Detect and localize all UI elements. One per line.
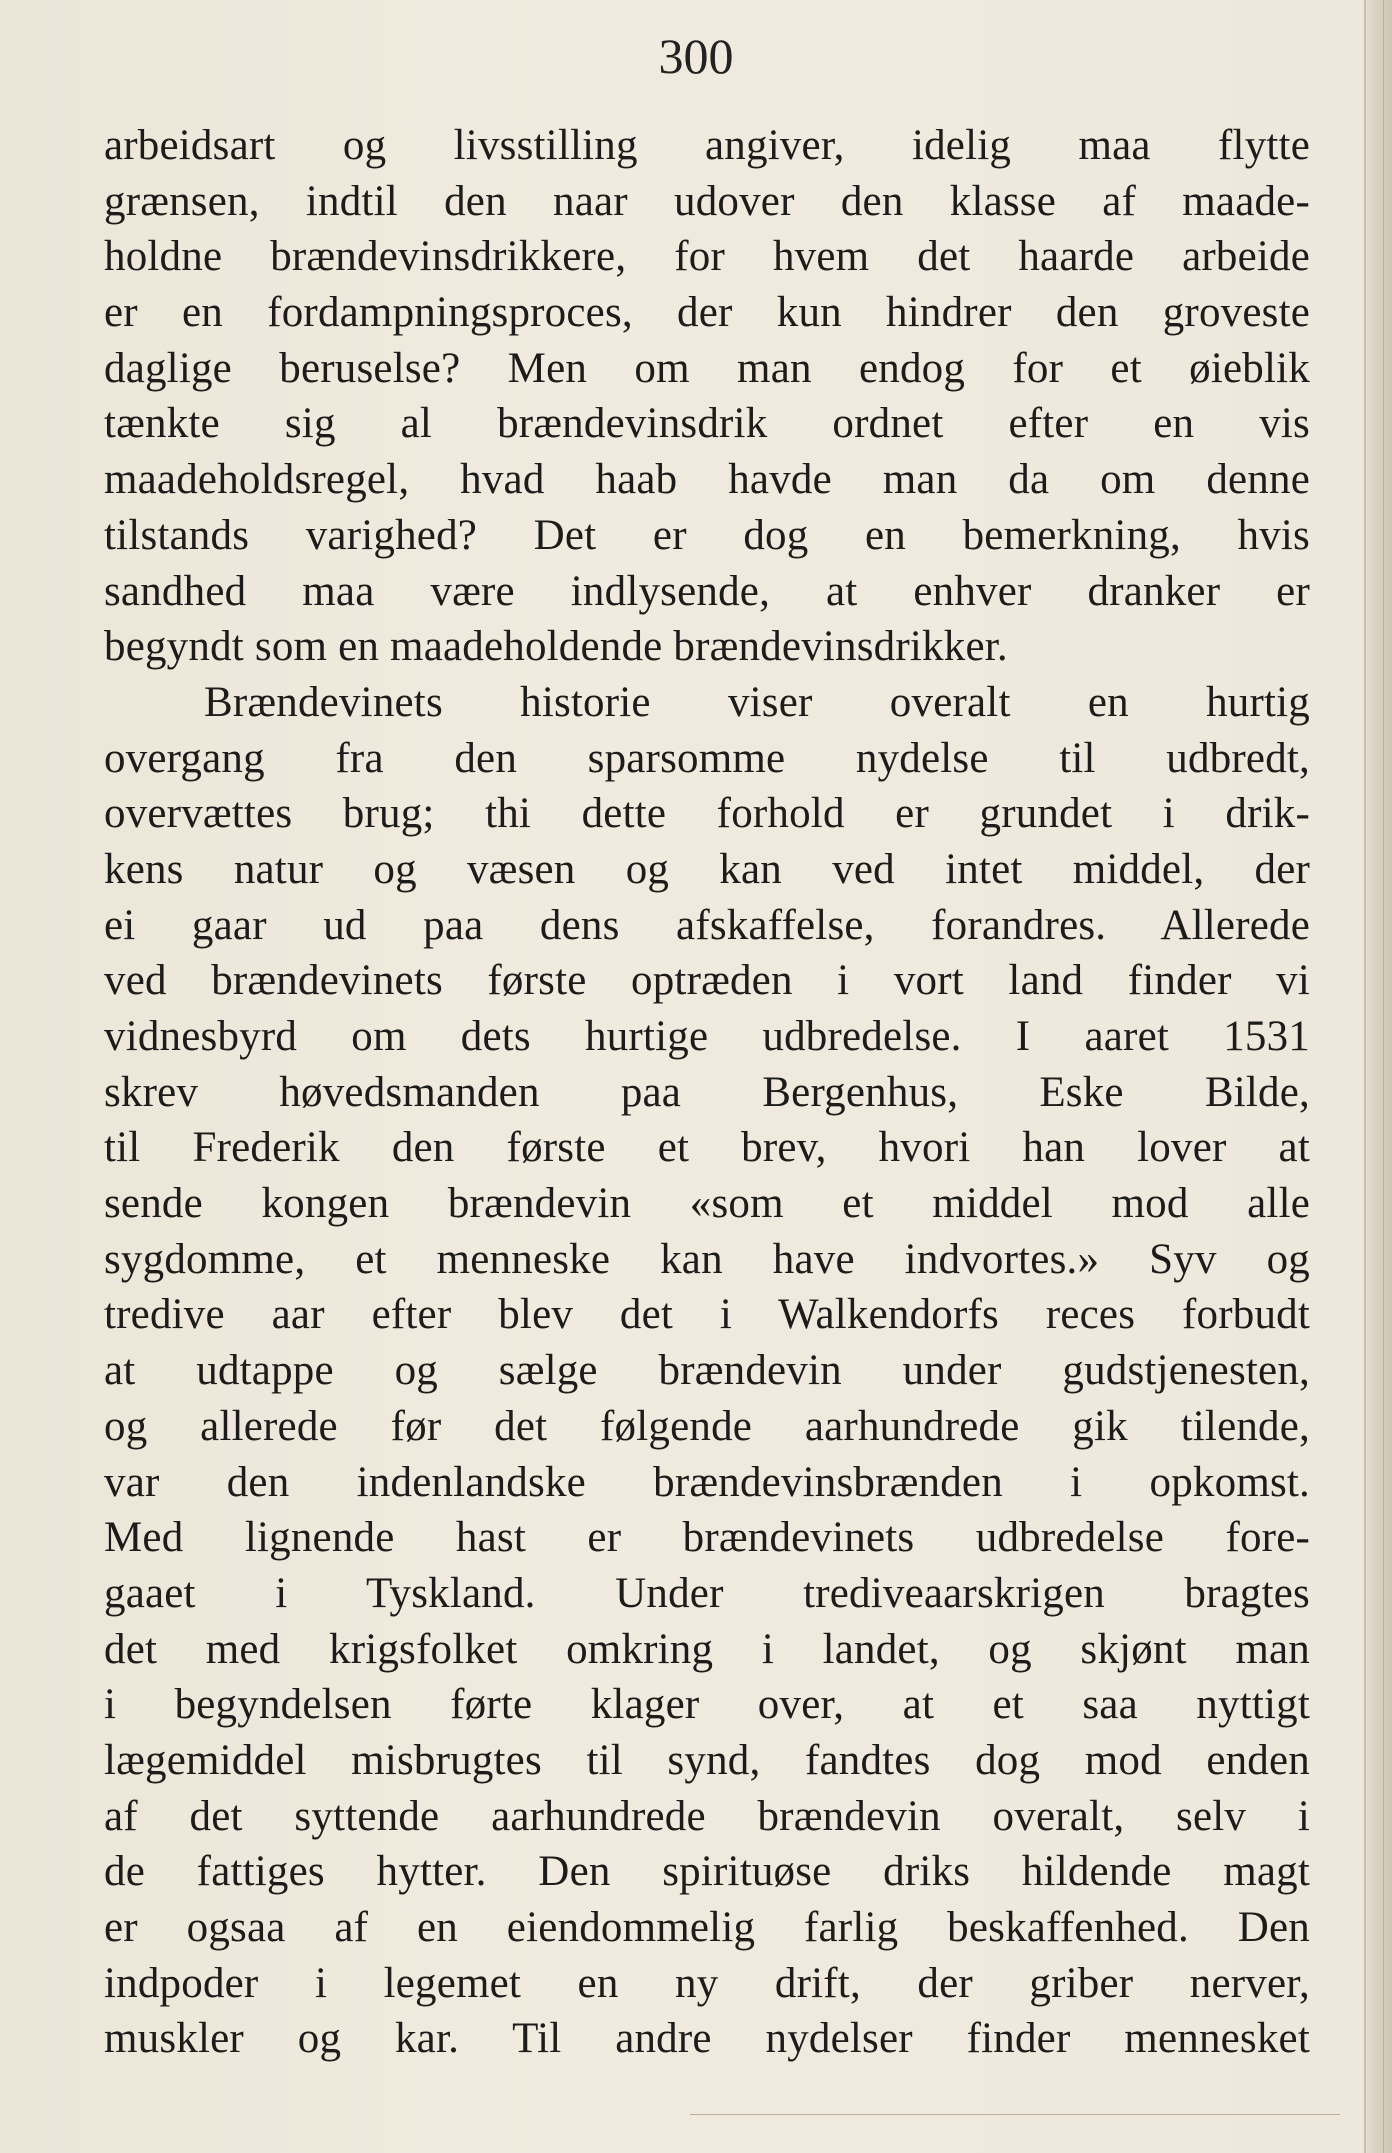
paragraph (104, 118, 1310, 675)
text-line: de fattiges hytter. Den spirituøse driks hildende magt (104, 1848, 1310, 1896)
text-line: tænkte sig al brændevinsdrik ordnet efter en vis (104, 400, 1310, 448)
body-text (104, 118, 1310, 2067)
text-line: sygdomme, et menneske kan have indvortes.» Syv og (104, 1235, 1310, 1283)
text-line: tredive aar efter blev det i Walkendorfs reces forbudt (104, 1291, 1310, 1339)
paragraph (104, 675, 1310, 2067)
text-line: sandhed maa være indlysende, at enhver dranker er (104, 567, 1310, 615)
page-edge-line (1383, 0, 1384, 2153)
page-number: 300 (658, 28, 734, 84)
footer-rule (690, 2114, 1340, 2115)
text-line: Brændevinets historie viser overalt en hurtig (204, 678, 1310, 726)
text-line: begyndt som en maadeholdende brændevinsdrikker. (104, 623, 1008, 671)
text-line: vidnesbyrd om dets hurtige udbredelse. I aaret 1531 (104, 1013, 1310, 1060)
text-line: at udtappe og sælge brændevin under gudstjenesten, (104, 1347, 1310, 1395)
text-line: muskler og kar. Til andre nydelser finder mennesket (104, 2015, 1310, 2063)
text-line: skrev høvedsmanden paa Bergenhus, Eske Bilde, (104, 1068, 1310, 1116)
text-line: sende kongen brændevin «som et middel mod alle (104, 1180, 1310, 1228)
text-line: maadeholdsregel, hvad haab havde man da om denne (104, 456, 1310, 504)
text-line: gaaet i Tyskland. Under trediveaarskrigen bragtes (104, 1569, 1310, 1617)
text-line: ved brændevinets første optræden i vort land finder vi (104, 957, 1310, 1005)
text-line: var den indenlandske brændevinsbrænden i opkomst. (104, 1458, 1310, 1506)
text-line: til Frederik den første et brev, hvori han lover at (104, 1124, 1310, 1172)
text-line: det med krigsfolket omkring i landet, og skjønt man (104, 1625, 1310, 1673)
text-line: kens natur og væsen og kan ved intet middel, der (104, 845, 1310, 893)
text-line: og allerede før det følgende aarhundrede gik tilende, (104, 1402, 1310, 1450)
text-line: er en fordampningsproces, der kun hindrer den groveste (104, 289, 1310, 337)
text-line: ei gaar ud paa dens afskaffelse, forandres. Allerede (104, 901, 1310, 949)
text-line: grænsen, indtil den naar udover den klasse af maade- (104, 177, 1310, 225)
text-line: lægemiddel misbrugtes til synd, fandtes dog mod enden (104, 1736, 1310, 1784)
text-line: er ogsaa af en eiendommelig farlig beskaffenhed. Den (104, 1904, 1310, 1951)
text-line: holdne brændevinsdrikkere, for hvem det haarde arbeide (104, 233, 1310, 281)
text-line: tilstands varighed? Det er dog en bemerkning, hvis (104, 511, 1310, 559)
page-edge-shadow (1364, 0, 1392, 2153)
text-line: overvættes brug; thi dette forhold er grundet i drik- (104, 790, 1310, 838)
text-line: af det syttende aarhundrede brændevin overalt, selv i (104, 1792, 1310, 1840)
text-line: daglige beruselse? Men om man endog for et øieblik (104, 344, 1310, 392)
text-line: i begyndelsen førte klager over, at et saa nyttigt (104, 1681, 1310, 1729)
text-line: indpoder i legemet en ny drift, der griber nerver, (104, 1959, 1310, 2007)
text-line: Med lignende hast er brændevinets udbredelse fore- (104, 1514, 1310, 1562)
text-line: arbeidsart og livsstilling angiver, idelig maa flytte (104, 122, 1310, 169)
text-line: overgang fra den sparsomme nydelse til udbredt, (104, 734, 1310, 782)
